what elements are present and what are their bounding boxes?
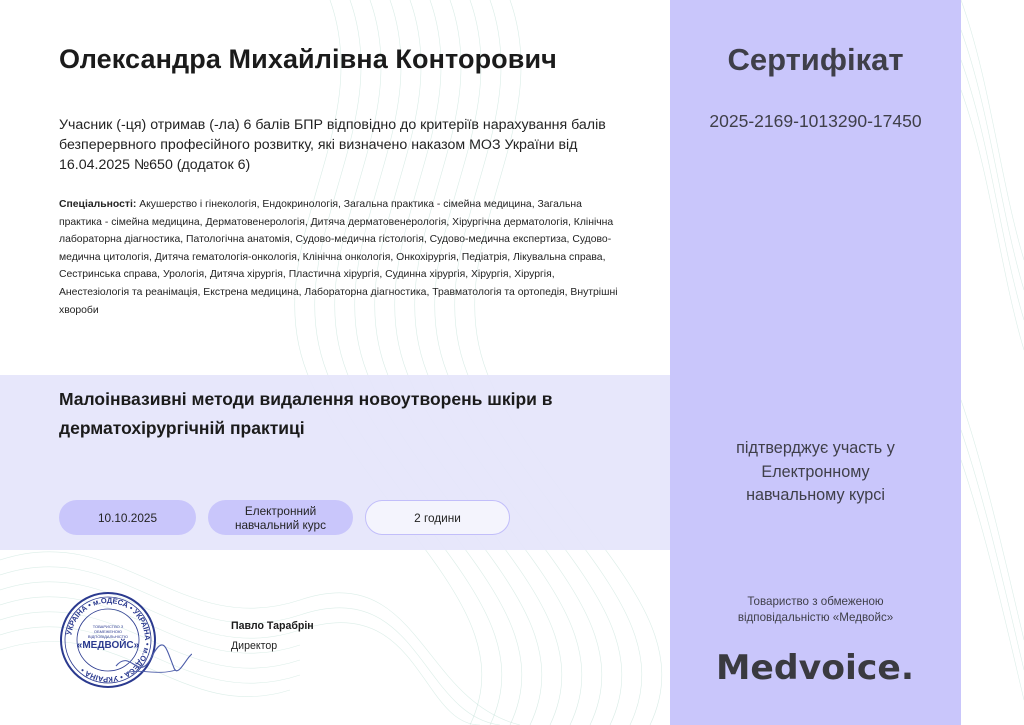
certificate-title: Сертифікат [727, 42, 904, 77]
award-statement: Учасник (-ця) отримав (-ла) 6 балів БПР відповідно до критеріїв нарахування балів безперервного професійного розвитку, які визначено наказом МОЗ України від 16.04.2025 №650 (додаток 6) [59, 117, 606, 173]
svg-text:ОБМЕЖЕНОЮ: ОБМЕЖЕНОЮ [93, 629, 123, 634]
svg-text:Medvoice.: Medvoice. [716, 648, 914, 688]
date-value: 10.10.2025 [97, 510, 158, 525]
svg-text:УКРАЇНА • м.ОДЕСА • УКРАЇНА •: УКРАЇНА • м.ОДЕСА • УКРАЇНА • м.ОДЕСА • УКРАЇНА • [64, 595, 153, 685]
course-type-value: Електронний навчальний курс [234, 503, 327, 532]
issuing-company: Товариство з обмеженою відповідальністю «Медвойс» [737, 595, 894, 624]
signer-name: Павло Тарабрін [231, 620, 314, 632]
specialties-label: Спеціальності: [59, 199, 137, 210]
medvoice-logo [716, 642, 916, 690]
course-title: Малоінвазивні методи видалення новоутворень шкіри в дерматохірургічній практиці [59, 389, 553, 438]
specialties [59, 196, 619, 319]
duration-badge [365, 500, 510, 535]
signer-role: Директор [231, 640, 278, 652]
svg-text:ТОВАРИСТВО З: ТОВАРИСТВО З [92, 624, 124, 629]
svg-text:ВІДПОВІДАЛЬНІСТЮ: ВІДПОВІДАЛЬНІСТЮ [87, 634, 129, 639]
company-seal-stamp [56, 588, 192, 692]
date-badge [59, 500, 196, 535]
duration-value: 2 години [414, 510, 461, 525]
participation-confirmation: підтверджує участь у Електронному навчальному курсі [736, 439, 895, 504]
specialties-list: Акушерство і гінекологія, Ендокринологія, Загальна практика - сімейна медицина, Загальна практика - сімейна медицина, Дерматовенерологія, Дитяча дерматовенерологія, Хірургічна дерматологія, Клінічна лабораторна діагностика, Патологічна анатомія, Судово-медична гістологія, Судово-медична експертиза, Судово-медична цитологія, Дитяча гематологія-онкологія, Клінічна онкологія, Онкохірургія, Педіатрія, Лікувальна справа, Сестринська справа, Урологія, Дитяча хірургія, Пластична хірургія, Судинна хірургія, Хірургія, Хірургія, Анестезіологія та реанімація, Екстрена медицина, Лабораторна діагностика, Травматологія та ортопедія, Внутрішні хвороби [59, 199, 618, 316]
participant-name: Олександра Михайлівна Конторович [59, 44, 557, 74]
svg-text:«МЕДВОЙС»: «МЕДВОЙС» [76, 640, 140, 651]
certificate-number: 2025-2169-1013290-17450 [709, 111, 922, 131]
course-type-badge [208, 500, 353, 535]
